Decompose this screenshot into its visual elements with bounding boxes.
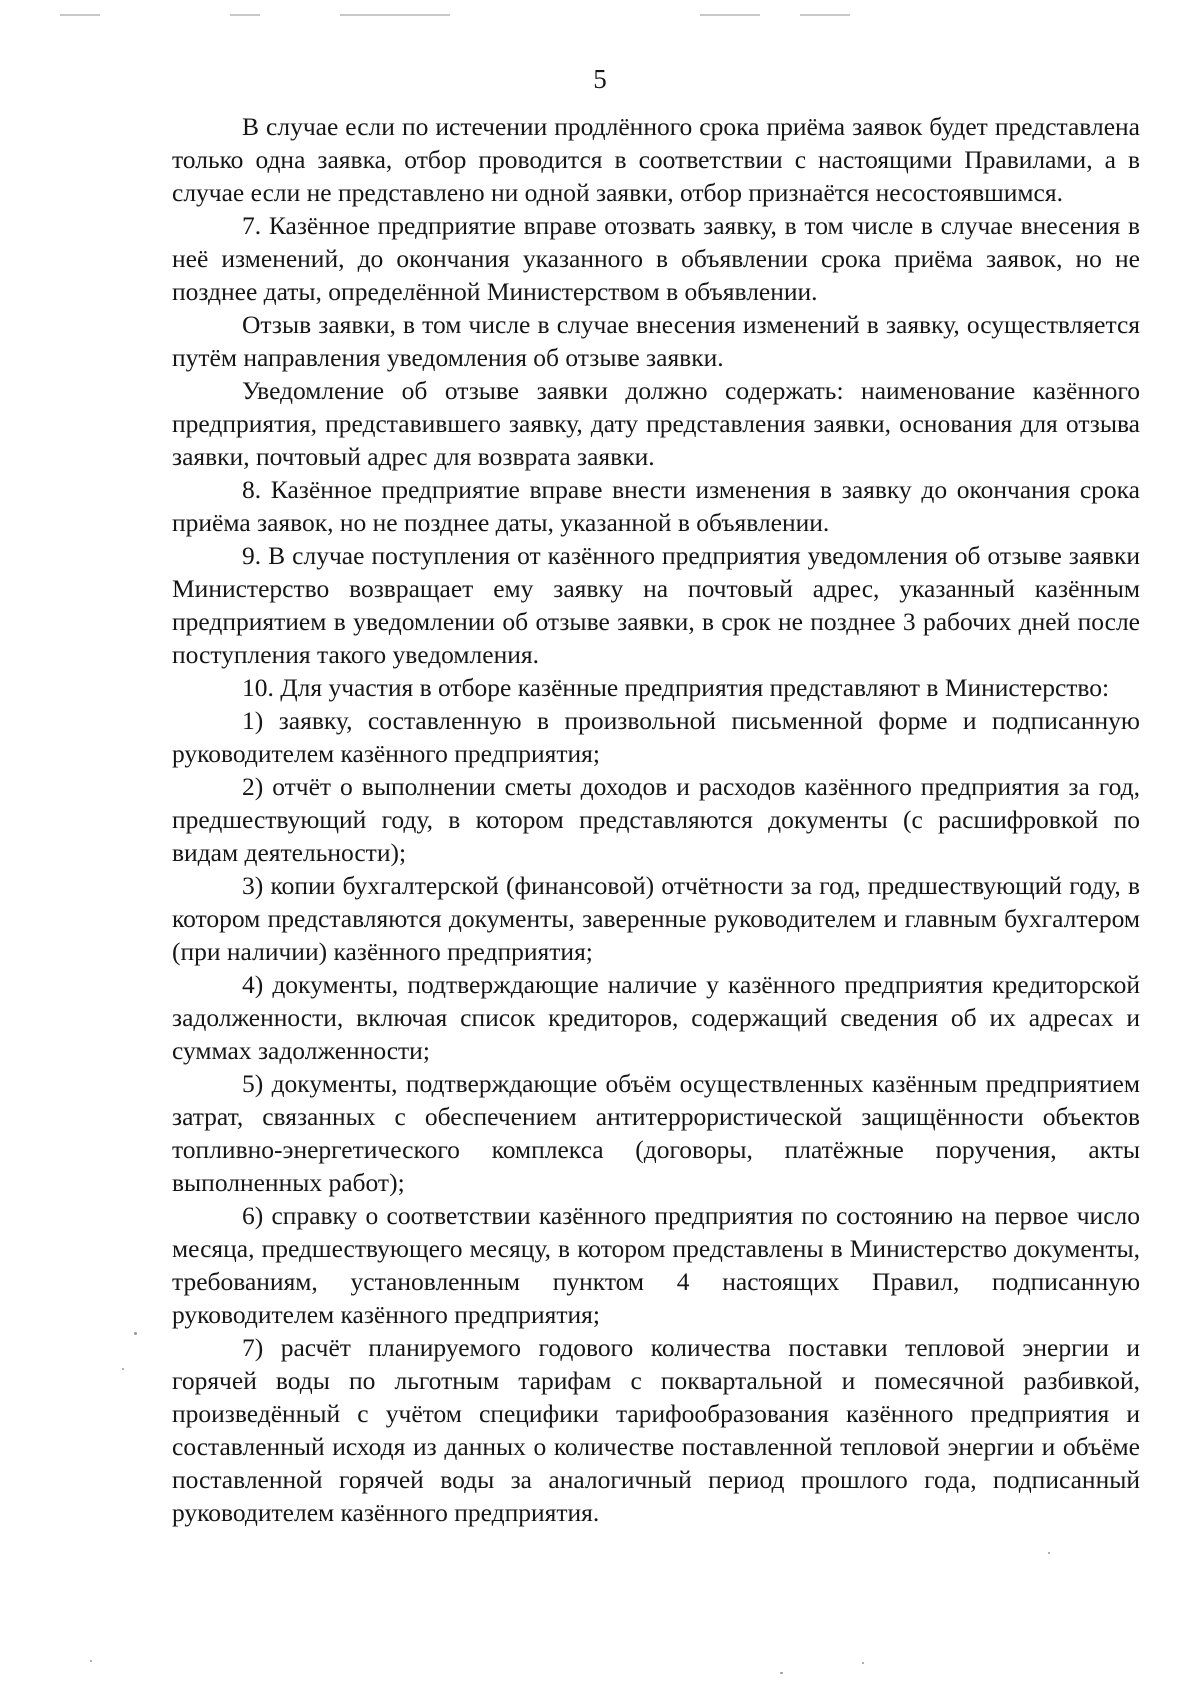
paragraph: 7. Казённое предприятие вправе отозвать заявку, в том числе в случае внесения в неё изменений, до окончания указанного в объявлении срока приёма заявок, но не позднее даты, определённой Министерством в объявлении. [172,211,1140,306]
scan-speck [1048,1552,1050,1554]
paragraph: Уведомление об отзыве заявки должно содержать: наименование казённого предприятия, представившего заявку, дату представления заявки, основания для отзыва заявки, почтовый адрес для возврата заявки. [172,376,1140,471]
paragraph: 3) копии бухгалтерской (финансовой) отчётности за год, предшествующий году, в котором представляются документы, заверенные руководителем и главным бухгалтером (при наличии) казённого предприятия; [172,871,1140,966]
paragraph: 8. Казённое предприятие вправе внести изменения в заявку до окончания срока приёма заявок, но не позднее даты, указанной в объявлении. [172,475,1140,537]
paragraph: 2) отчёт о выполнении сметы доходов и расходов казённого предприятия за год, предшествующий году, в котором представляются документы (с расшифровкой по видам деятельности); [172,772,1140,867]
paragraph: 5) документы, подтверждающие объём осуществленных казённым предприятием затрат, связанных с обеспечением антитеррористической защищённости объектов топливно-энергетического комплекса (договоры, платёжные поручения, акты выполненных работ); [172,1069,1140,1197]
paragraph: 9. В случае поступления от казённого предприятия уведомления об отзыве заявки Министерство возвращает ему заявку на почтовый адрес, указанный казённым предприятием в уведомлении об отзыве заявки, в срок не позднее 3 рабочих дней после поступления такого уведомления. [172,541,1140,669]
page-number: 5 [593,64,607,94]
paragraph: 4) документы, подтверждающие наличие у казённого предприятия кредиторской задолженности, включая список кредиторов, содержащий сведения об их адресах и суммах задолженности; [172,970,1140,1065]
paragraph: Отзыв заявки, в том числе в случае внесения изменений в заявку, осуществляется путём направления уведомления об отзыве заявки. [172,310,1140,372]
scan-artifact [340,14,450,16]
paragraph: 1) заявку, составленную в произвольной письменной форме и подписанную руководителем казённого предприятия; [172,706,1140,768]
scan-artifact [60,14,100,16]
scan-artifact [700,14,760,16]
paragraph: В случае если по истечении продлённого срока приёма заявок будет представлена только одна заявка, отбор проводится в соответствии с настоящими Правилами, а в случае если не представлено ни одной заявки, отбор признаётся несостоявшимся. [172,112,1140,207]
scan-speck [122,1368,124,1370]
paragraph: 10. Для участия в отборе казённые предприятия представляют в Министерство: [242,673,1110,702]
paragraph: 7) расчёт планируемого годового количества поставки тепловой энергии и горячей воды по льготным тарифам с поквартальной и помесячной разбивкой, произведённый с учётом специфики тарифообразования казённого предприятия и составленный исходя из данных о количестве поставленной тепловой энергии и объёме поставленной горячей воды за аналогичный период прошлого года, подписанный руководителем казённого предприятия. [172,1333,1140,1527]
scan-speck [862,1662,864,1664]
scan-speck [90,1660,92,1662]
scan-speck [134,1332,137,1335]
paragraph: 6) справку о соответствии казённого предприятия по состоянию на первое число месяца, предшествующего месяцу, в котором представлены в Министерство документы, требованиям, установленным пунктом 4 настоящих Правил, подписанную руководителем казённого предприятия; [172,1201,1140,1329]
scan-artifact [230,14,260,16]
document-body [172,110,1140,1529]
scan-speck [780,1672,783,1674]
scan-artifact [800,14,850,16]
